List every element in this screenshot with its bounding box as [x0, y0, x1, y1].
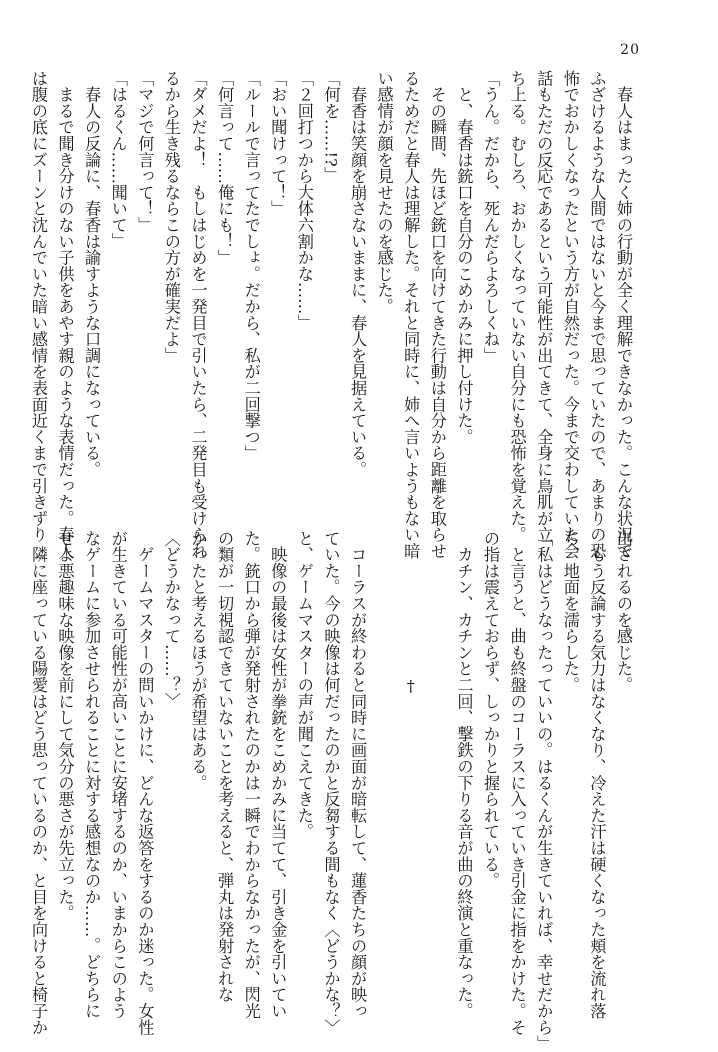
text-line: るから生き残るならこの方が確実だよ」	[161, 70, 181, 364]
text-line: ち上る。むしろ、おかしくなっていない自分にも恐怖を覚えた。	[507, 70, 527, 543]
upper-text-block	[28, 70, 636, 559]
text-line: 出されるのを感じた。	[614, 530, 633, 693]
text-line: なゲームに参加させられることに対する感想なのか……。どちらに	[82, 530, 102, 1019]
text-line: の類が一切視認できていないことを考えると、弾丸は発射されな	[215, 530, 235, 1003]
text-line: ていた。今の映像は何だったのかと反芻する間もなく〈どうかな？〉	[321, 530, 341, 1036]
text-line: 「私はどうなったっていいの。はるくんが生きていれば、幸せだから」	[534, 530, 554, 1052]
text-line	[370, 530, 397, 970]
text-line: ち、地面を濡らした。	[560, 530, 580, 693]
text-line: 「ルールで言ってたでしょ。だから、私が二回撃つ」	[241, 70, 261, 462]
text-line: ゲームマスターの問いかけに、どんな返答をするのか迷った。女性	[135, 530, 155, 1036]
text-line: 春香は笑顔を崩さないままに、春人を見据えている。	[348, 70, 368, 478]
text-line: 「何言って……俺にも！」	[215, 70, 235, 266]
lower-text-block	[28, 530, 636, 1052]
text-line: 〈どうかなって……？〉	[161, 530, 181, 710]
text-line: コーラスが終わると同時に画面が暗転して、蓮香たちの顔が映っ	[348, 530, 368, 1019]
text-line: かったと考えるほうが希望はある。	[188, 530, 208, 791]
text-line: の指は震えておらず、しっかりと握られている。	[481, 530, 501, 889]
text-line: 話もただの反応であるという可能性が出てきて、全身に鳥肌が立	[534, 70, 554, 543]
text-line: 春人はまったく姉の行動が全く理解できなかった。こんな状況で	[614, 70, 633, 559]
text-line: 「おい聞けって！」	[268, 70, 288, 217]
text-line: い感情が顔を見せたのを感じた。	[374, 70, 394, 315]
text-line: 「はるくん……聞いて」	[108, 70, 128, 250]
text-line: るためだと春人は理解した。それと同時に、姉へ言いようもない暗	[401, 70, 421, 559]
text-line: と言うと、曲も終盤のコーラスに入っていき引金に指をかけた。そ	[507, 530, 527, 1036]
text-line: と、ゲームマスターの声が聞こえてきた。	[294, 530, 314, 840]
text-line: 「ダメだよ！ もしはじめを一発目で引いたら、二発目も受けられ	[188, 70, 208, 559]
text-line: 「マジで何言って！」	[135, 70, 155, 233]
text-line: 「２回打つから大体六割かな……」	[294, 70, 314, 331]
text-line: と、春香は銃口を自分のこめかみに押し付けた。	[454, 70, 474, 445]
text-line: 怖でおかしくなったという方が自然だった。今まで交わしていた会	[560, 70, 580, 559]
text-line: た。銃口から弾が発射されたのかは一瞬でわからなかったが、閃光	[241, 530, 261, 1019]
text-line: が生きている可能性が高いことに安堵するのか、いまからこのよう	[108, 530, 128, 1019]
text-line: カチン、カチンと二回、撃鉄の下りる音が曲の終演と重なった。	[454, 530, 474, 1019]
text-line: は腹の底にズーンと沈んでいた暗い感情を表面近くまで引きずり	[28, 70, 48, 543]
text-line: 「うん。だから、死んだらよろしくね」	[481, 70, 501, 364]
text-line: まるで聞き分けのない子供をあやす親のような表情だった。春人	[55, 70, 75, 559]
text-line: もう反論する気力はなくなり、冷えた汗は硬くなった頬を流れ落	[587, 530, 607, 1019]
text-line	[423, 530, 450, 970]
text-line: 映像の最後は女性が拳銃をこめかみに当てて、引き金を引いてい	[268, 530, 288, 1019]
text-line: 隣に座っている陽愛はどう思っているのか、と目を向けると椅子か	[28, 530, 48, 1036]
text-line: せよ悪趣味な映像を前にして気分の悪さが先立った。	[55, 530, 75, 922]
text-line: 春人の反論に、春香は諭すような口調になっている。	[82, 70, 102, 478]
text-line: その瞬間、先ほど銃口を向けてきた行動は自分から距離を取らせ	[427, 70, 447, 559]
text-line: ふざけるような人間ではないと今まで思っていたので、あまりの恐	[587, 70, 607, 559]
text-line: 「何を……!?」	[321, 70, 341, 184]
page-number: 20	[620, 42, 640, 58]
text-line: †	[401, 530, 421, 696]
